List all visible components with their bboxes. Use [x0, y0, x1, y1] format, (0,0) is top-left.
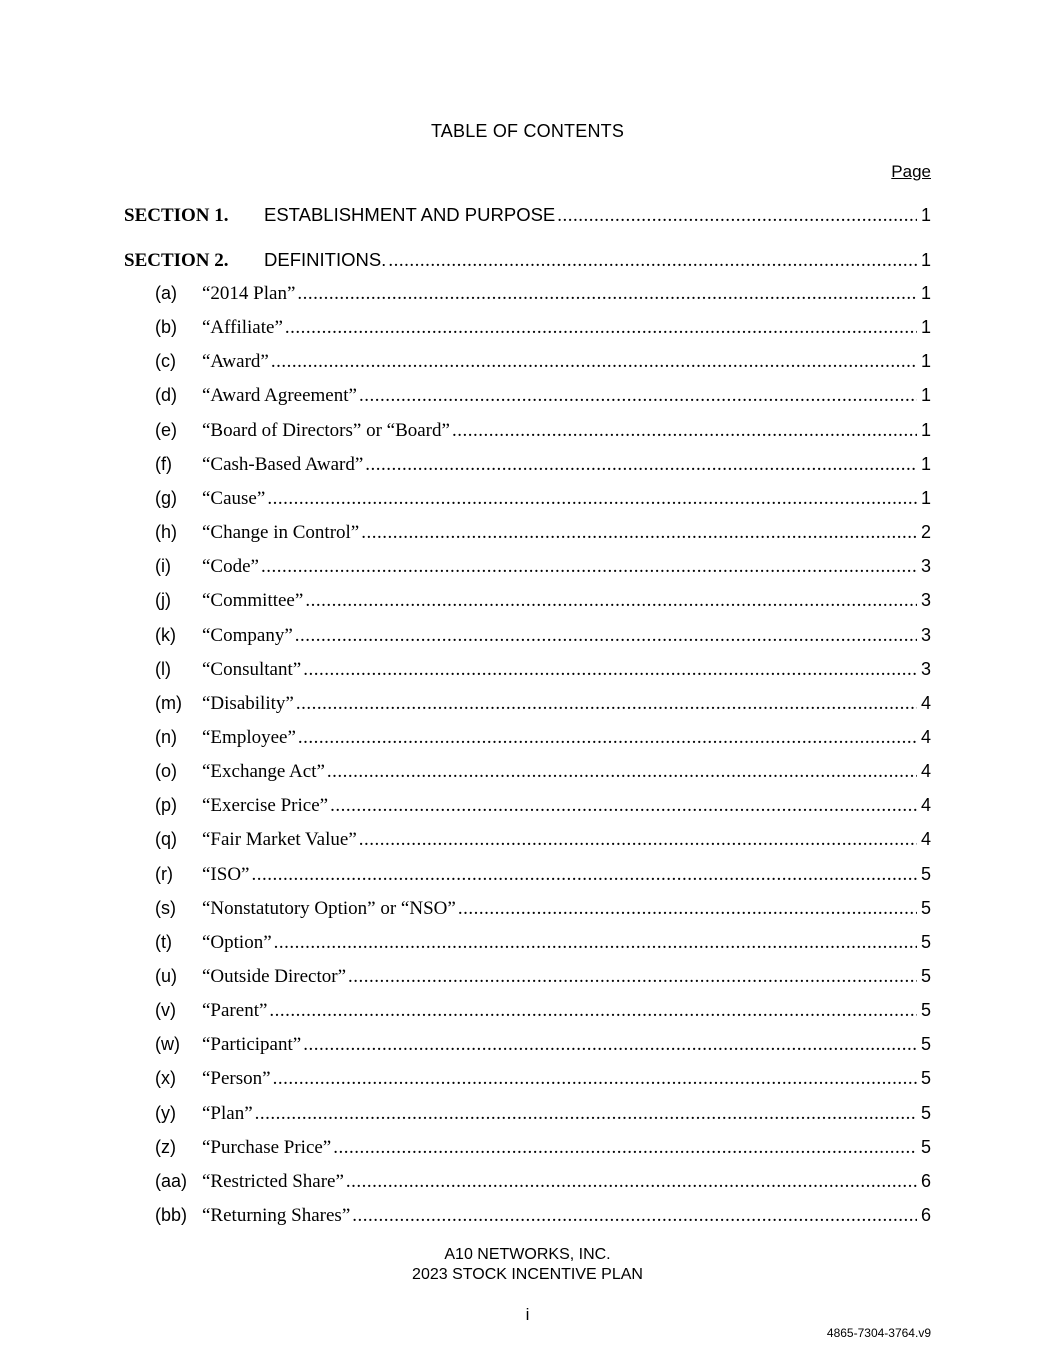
dot-leader: [359, 385, 917, 407]
dot-leader: [333, 1137, 917, 1159]
item-title: “Disability”: [202, 693, 294, 714]
item-title: “Outside Director”: [202, 966, 347, 987]
toc-item-row[interactable]: [124, 1034, 931, 1060]
dot-leader: [452, 420, 917, 442]
dot-leader: [271, 351, 917, 373]
dot-leader: [269, 1000, 917, 1022]
item-page-number: 4: [920, 795, 931, 815]
item-title: “Employee”: [202, 727, 296, 748]
dot-leader: [303, 659, 917, 681]
item-letter: (j): [155, 590, 171, 610]
toc-section-row[interactable]: [124, 204, 931, 230]
toc-item-row[interactable]: [124, 283, 931, 309]
toc-section-row[interactable]: [124, 249, 931, 275]
dot-leader: [298, 727, 917, 749]
toc-item-row[interactable]: [124, 795, 931, 821]
toc-item-row[interactable]: [124, 625, 931, 651]
toc-item-row[interactable]: [124, 590, 931, 616]
dot-leader: [261, 556, 917, 578]
dot-leader: [359, 829, 917, 851]
item-letter: (r): [155, 864, 173, 884]
dot-leader: [295, 625, 917, 647]
item-page-number: 5: [920, 898, 931, 918]
item-page-number: 3: [920, 556, 931, 576]
item-title: “Committee”: [202, 590, 304, 611]
item-title: “Option”: [202, 932, 272, 953]
item-page-number: 5: [920, 1103, 931, 1123]
dot-leader: [348, 966, 917, 988]
footer-company: A10 NETWORKS, INC.: [444, 1246, 611, 1263]
item-title: “Plan”: [202, 1103, 253, 1124]
item-page-number: 6: [920, 1171, 931, 1191]
item-page-number: 3: [920, 590, 931, 610]
item-title: “Person”: [202, 1068, 271, 1089]
item-letter: (b): [155, 317, 177, 337]
item-title: “Exercise Price”: [202, 795, 329, 816]
item-page-number: 1: [920, 283, 931, 303]
item-title: “Parent”: [202, 1000, 268, 1021]
item-title: “Restricted Share”: [202, 1171, 344, 1192]
item-letter: (f): [155, 454, 172, 474]
dot-leader: [255, 1103, 917, 1125]
document-id: 4865-7304-3764.v9: [826, 1326, 931, 1340]
dot-leader: [274, 932, 917, 954]
toc-item-row[interactable]: [124, 385, 931, 411]
toc-item-row[interactable]: [124, 829, 931, 855]
item-letter: (p): [155, 795, 177, 815]
item-letter: (n): [155, 727, 177, 747]
item-page-number: 2: [920, 522, 931, 542]
item-page-number: 5: [920, 1137, 931, 1157]
item-letter: (o): [155, 761, 177, 781]
dot-leader: [327, 761, 917, 783]
dot-leader: [297, 283, 917, 305]
item-page-number: 5: [920, 966, 931, 986]
item-letter: (m): [155, 693, 182, 713]
item-page-number: 4: [920, 829, 931, 849]
dot-leader: [305, 590, 917, 612]
item-letter: (g): [155, 488, 177, 508]
toc-item-row[interactable]: [124, 761, 931, 787]
dot-leader: [388, 250, 917, 272]
dot-leader: [285, 317, 917, 339]
item-letter: (t): [155, 932, 172, 952]
dot-leader: [303, 1034, 917, 1056]
item-title: “Consultant”: [202, 659, 302, 680]
item-letter: (q): [155, 829, 177, 849]
item-title: “2014 Plan”: [202, 283, 296, 304]
dot-leader: [273, 1068, 917, 1090]
item-page-number: 1: [920, 317, 931, 337]
toc-item-row[interactable]: [124, 420, 931, 446]
toc-item-row[interactable]: [124, 727, 931, 753]
toc-item-row[interactable]: [124, 966, 931, 992]
dot-leader: [346, 1171, 917, 1193]
toc-item-row[interactable]: [124, 1103, 931, 1129]
item-letter: (u): [155, 966, 177, 986]
item-letter: (z): [155, 1137, 176, 1157]
item-title: “ISO”: [202, 864, 250, 885]
toc-item-row[interactable]: [124, 864, 931, 890]
dot-leader: [352, 1205, 917, 1227]
item-page-number: 4: [920, 761, 931, 781]
item-letter: (v): [155, 1000, 176, 1020]
toc-item-row[interactable]: [124, 351, 931, 377]
item-page-number: 1: [920, 454, 931, 474]
dot-leader: [365, 454, 917, 476]
item-letter: (s): [155, 898, 176, 918]
toc-item-row[interactable]: [124, 659, 931, 685]
toc-title: TABLE OF CONTENTS: [430, 121, 625, 141]
item-letter: (aa): [155, 1171, 188, 1191]
item-title: “Exchange Act”: [202, 761, 325, 782]
section-label: SECTION 1.: [124, 205, 229, 226]
item-page-number: 1: [920, 351, 931, 371]
page-number: i: [525, 1305, 530, 1324]
item-letter: (k): [155, 625, 176, 645]
item-letter: (w): [155, 1034, 180, 1054]
item-letter: (bb): [155, 1205, 188, 1225]
dot-leader: [296, 693, 917, 715]
item-title: “Cash-Based Award”: [202, 454, 364, 475]
toc-item-row[interactable]: [124, 1171, 931, 1197]
item-letter: (c): [155, 351, 176, 371]
section-title: ESTABLISHMENT AND PURPOSE: [264, 204, 556, 225]
item-title: “Award”: [202, 351, 269, 372]
item-letter: (e): [155, 420, 177, 440]
page-column-heading: Page: [891, 162, 931, 181]
item-letter: (h): [155, 522, 177, 542]
item-letter: (x): [155, 1068, 176, 1088]
toc-item-row[interactable]: [124, 1137, 931, 1163]
dot-leader: [361, 522, 917, 544]
dot-leader: [267, 488, 917, 510]
toc-item-row[interactable]: [124, 454, 931, 480]
item-page-number: 3: [920, 625, 931, 645]
toc-item-row[interactable]: [124, 932, 931, 958]
item-page-number: 1: [920, 420, 931, 440]
section-page-number: 1: [920, 250, 931, 270]
item-title: “Company”: [202, 625, 293, 646]
footer-plan: 2023 STOCK INCENTIVE PLAN: [412, 1266, 643, 1283]
item-title: “Award Agreement”: [202, 385, 357, 406]
item-title: “Participant”: [202, 1034, 302, 1055]
item-page-number: 1: [920, 385, 931, 405]
item-letter: (d): [155, 385, 177, 405]
item-title: “Returning Shares”: [202, 1205, 351, 1226]
item-title: “Affiliate”: [202, 317, 283, 338]
item-title: “Fair Market Value”: [202, 829, 357, 850]
toc-item-row[interactable]: [124, 1205, 931, 1231]
item-title: “Nonstatutory Option” or “NSO”: [202, 898, 456, 919]
dot-leader: [458, 898, 917, 920]
toc-item-row[interactable]: [124, 488, 931, 514]
item-title: “Cause”: [202, 488, 266, 509]
toc-item-row[interactable]: [124, 898, 931, 924]
toc-item-row[interactable]: [124, 556, 931, 582]
item-page-number: 4: [920, 727, 931, 747]
dot-leader: [330, 795, 917, 817]
toc-item-row[interactable]: [124, 1000, 931, 1026]
item-page-number: 1: [920, 488, 931, 508]
toc-item-row[interactable]: [124, 522, 931, 548]
toc-item-row[interactable]: [124, 1068, 931, 1094]
item-title: “Purchase Price”: [202, 1137, 332, 1158]
item-letter: (l): [155, 659, 171, 679]
section-page-number: 1: [920, 205, 931, 225]
item-page-number: 4: [920, 693, 931, 713]
item-title: “Code”: [202, 556, 259, 577]
item-title: “Board of Directors” or “Board”: [202, 420, 450, 441]
toc-item-row[interactable]: [124, 317, 931, 343]
section-title: DEFINITIONS.: [264, 249, 387, 270]
item-page-number: 5: [920, 932, 931, 952]
toc-item-row[interactable]: [124, 693, 931, 719]
item-title: “Change in Control”: [202, 522, 360, 543]
item-page-number: 5: [920, 1000, 931, 1020]
item-letter: (i): [155, 556, 171, 576]
item-page-number: 5: [920, 1034, 931, 1054]
item-page-number: 5: [920, 1068, 931, 1088]
item-page-number: 3: [920, 659, 931, 679]
dot-leader: [557, 205, 917, 227]
dot-leader: [251, 864, 917, 886]
item-page-number: 6: [920, 1205, 931, 1225]
item-letter: (a): [155, 283, 177, 303]
item-letter: (y): [155, 1103, 176, 1123]
section-label: SECTION 2.: [124, 250, 229, 271]
item-page-number: 5: [920, 864, 931, 884]
